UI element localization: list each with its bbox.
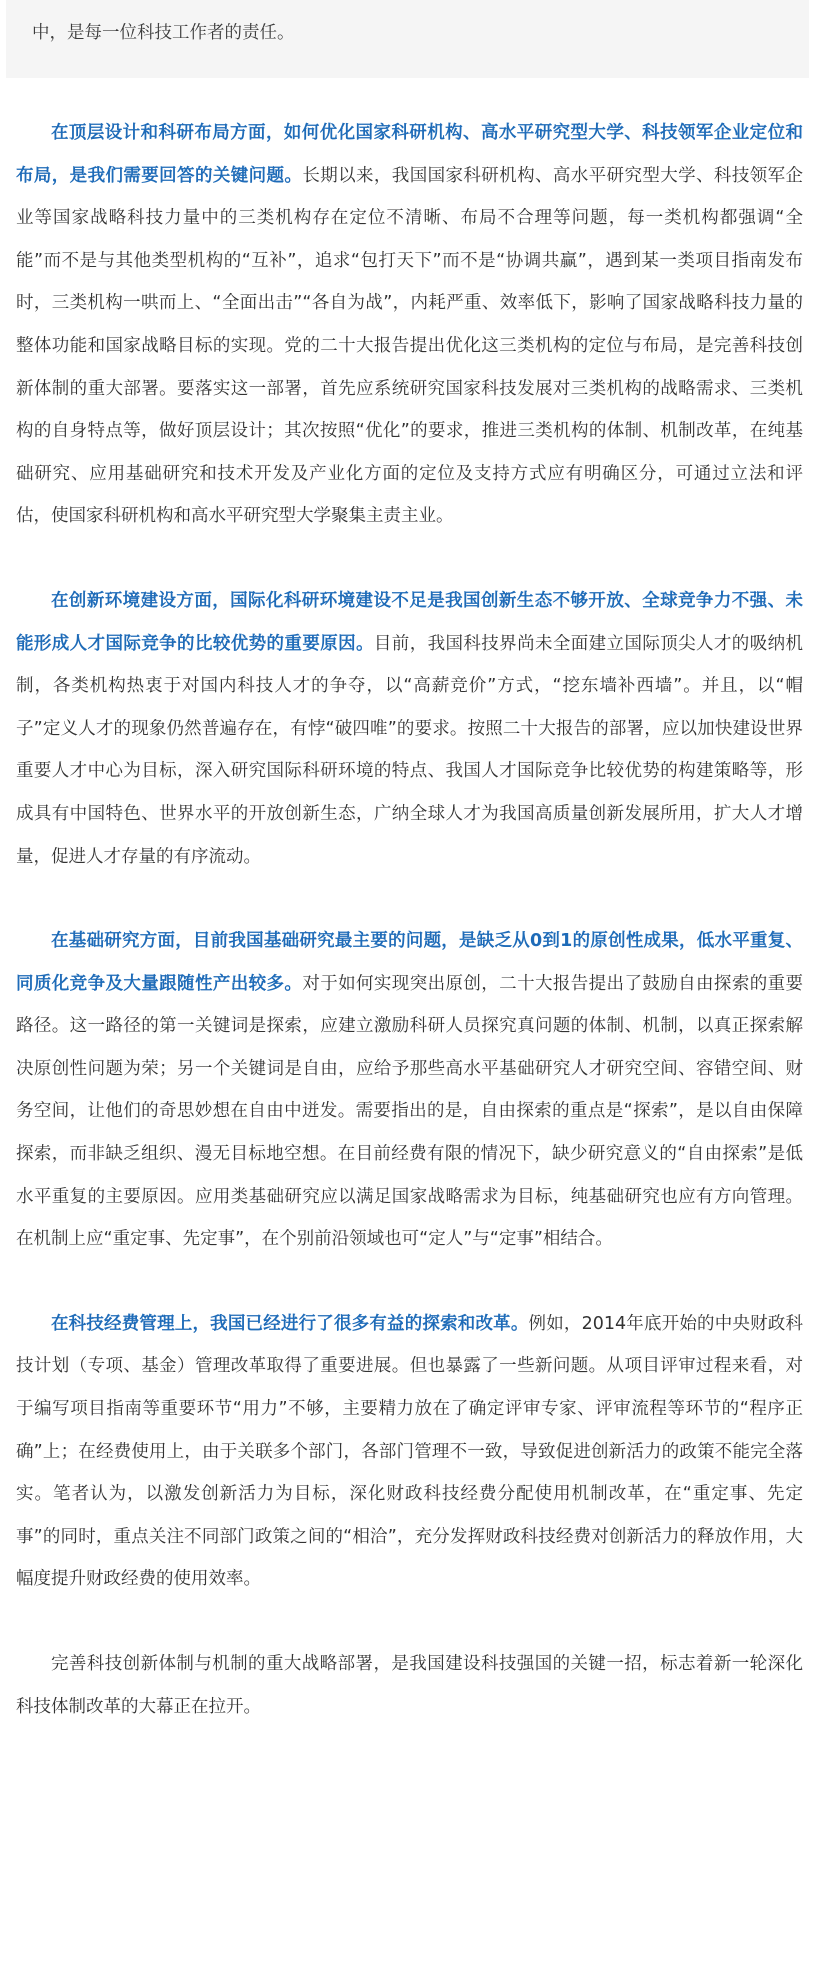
paragraph-basic-research: [16, 920, 803, 1261]
paragraph-conclusion: [16, 1643, 803, 1728]
paragraph-lead: 在基础研究方面，目前我国基础研究最主要的问题，是缺乏从0到1的原创性成果，低水平重复、同质化竞争及大量跟随性产出较多。: [16, 931, 803, 994]
quote-box: [6, 0, 809, 78]
paragraph-text: 对于如何实现突出原创，二十大报告提出了鼓励自由探索的重要路径。这一路径的第一关键词是探索，应建立激励科研人员探究真问题的体制、机制，以真正探索解决原创性问题为荣；另一个关键词是自由，应给予那些高水平基础研究人才研究空间、容错空间、财务空间，让他们的奇思妙想在自由中迸发。需要指出的是，自由探索的重点是“探索”，是以自由保障探索，而非缺乏组织、漫无目标地空想。在目前经费有限的情况下，缺少研究意义的“自由探索”是低水平重复的主要原因。应用类基础研究应以满足国家战略需求为目标，纯基础研究也应有方向管理。在机制上应“重定事、先定事”，在个别前沿领域也可“定人”与“定事”相结合。: [16, 973, 804, 1250]
paragraph-text: 例如，2014年底开始的中央财政科技计划（专项、基金）管理改革取得了重要进展。但也暴露了一些新问题。从项目评审过程来看，对于编写项目指南等重要环节“用力”不够，主要精力放在了确定评审专家、评审流程等环节的“程序正确”上；在经费使用上，由于关联多个部门，各部门管理不一致，导致促进创新活力的政策不能完全落实。笔者认为，以激发创新活力为目标，深化财政科技经费分配使用机制改革，在“重定事、先定事”的同时，重点关注不同部门政策之间的“相洽”，充分发挥财政科技经费对创新活力的释放作用，大幅度提升财政经费的使用效率。: [16, 1313, 803, 1590]
paragraph-top-level-design: [16, 112, 803, 538]
paragraph-text: 完善科技创新体制与机制的重大战略部署，是我国建设科技强国的关键一招，标志着新一轮深化科技体制改革的大幕正在拉开。: [16, 1654, 803, 1717]
paragraph-text: 目前，我国科技界尚未全面建立国际顶尖人才的吸纳机制，各类机构热衷于对国内科技人才的争夺，以“高薪竞价”方式，“挖东墙补西墙”。并且，以“帽子”定义人才的现象仍然普遍存在，有悖“破四唯”的要求。按照二十大报告的部署，应以加快建设世界重要人才中心为目标，深入研究国际科研环境的特点、我国人才国际竞争比较优势的构建策略等，形成具有中国特色、世界水平的开放创新生态，广纳全球人才为我国高质量创新发展所用，扩大人才增量，促进人才存量的有序流动。: [16, 633, 803, 867]
article-body: [0, 112, 815, 1728]
paragraph-funding-management: [16, 1303, 803, 1601]
paragraph-innovation-environment: [16, 580, 803, 878]
paragraph-lead: 在科技经费管理上，我国已经进行了很多有益的探索和改革。: [51, 1313, 529, 1334]
paragraph-text: 长期以来，我国国家科研机构、高水平研究型大学、科技领军企业等国家战略科技力量中的三类机构存在定位不清晰、布局不合理等问题，每一类机构都强调“全能”而不是与其他类型机构的“互补”，追求“包打天下”而不是“协调共赢”，遇到某一类项目指南发布时，三类机构一哄而上、“全面出击”“各自为战”，内耗严重、效率低下，影响了国家战略科技力量的整体功能和国家战略目标的实现。党的二十大报告提出优化这三类机构的定位与布局，是完善科技创新体制的重大部署。要落实这一部署，首先应系统研究国家科技发展对三类机构的战略需求、三类机构的自身特点等，做好顶层设计；其次按照“优化”的要求，推进三类机构的体制、机制改革，在纯基础研究、应用基础研究和技术开发及产业化方面的定位及支持方式应有明确区分，可通过立法和评估，使国家科研机构和高水平研究型大学聚集主责主业。: [16, 165, 804, 527]
paragraph-lead: 在顶层设计和科研布局方面，如何优化国家科研机构、高水平研究型大学、科技领军企业定位和布局，是我们需要回答的关键问题。: [16, 123, 803, 186]
paragraph-lead: 在创新环境建设方面，国际化科研环境建设不足是我国创新生态不够开放、全球竞争力不强、未能形成人才国际竞争的比较优势的重要原因。: [16, 590, 803, 654]
quote-text: 中，是每一位科技工作者的责任。: [32, 23, 295, 43]
